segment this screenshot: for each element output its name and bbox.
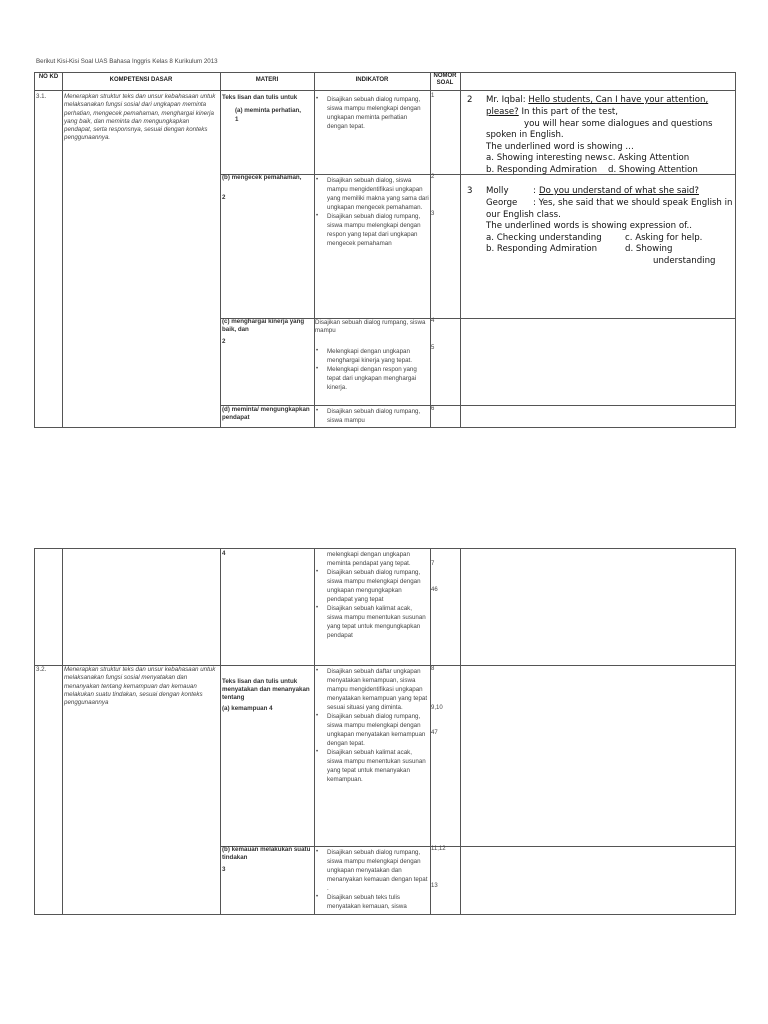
speaker-label: George	[486, 198, 518, 208]
question-text: In this part of the test,	[518, 107, 619, 117]
question-text: The underlined word is showing …	[486, 141, 634, 152]
question-text: spoken in English.	[486, 130, 564, 140]
indicator-list-2b	[316, 848, 429, 911]
option-d-continued: understanding	[653, 255, 716, 266]
header-indikator: INDIKATOR	[355, 77, 389, 83]
header-materi: MATERI	[255, 77, 279, 83]
indicator-item: • Disajikan sebuah kalimat acak, siswa mampu menentukan susunan yang tepat untuk mengungkapkan pendapat	[316, 604, 429, 640]
speaker-label: Molly	[486, 186, 509, 196]
materi-b-count: 3	[222, 866, 226, 873]
materi-d-count: 4	[222, 550, 226, 557]
kd-description: Menerapkan struktur teks dan unsur kebahasaan untuk melaksanakan fungsi sosial dari ungkapan meminta perhatian, mengecek pemahaman, menghargai kinerja yang baik, dan meminta dan mengungkapkan pendapat, serta responsnya, sesuai dengan konteks penggunaannya.	[64, 93, 216, 142]
header-nomor-soal: NOMOR SOAL	[433, 73, 457, 86]
indicator-item: • Disajikan sebuah dialog, siswa mampu mengidentifikasi ungkapan yang memiliki makna yang sama dari ungkapan mengecek pemahaman.	[316, 176, 429, 212]
question-number: 9,10	[431, 705, 443, 711]
question-3-number: 3	[467, 186, 473, 196]
question-number: 13	[431, 883, 438, 889]
materi-a: (a) meminta perhatian, 1	[235, 107, 302, 123]
question-2-number: 2	[467, 95, 473, 105]
materi-d: (d) meminta/ mengungkapkan pendapat	[222, 406, 310, 421]
option-a: a. Showing interesting news	[486, 153, 608, 163]
materi-b: (b) mengecek pemahaman,	[222, 174, 302, 181]
materi-b: (b) kemauan melakukan suatu tindakan	[222, 846, 311, 861]
header-no-kd: NO KD	[38, 74, 59, 80]
question-text: The underlined words is showing expression of..	[486, 221, 692, 231]
indicator-item: • Disajikan sebuah dialog rumpang, siswa mampu	[316, 407, 429, 425]
question-3	[467, 186, 733, 267]
indicator-list-d-2	[316, 568, 429, 640]
underlined-text: please?	[486, 107, 519, 117]
materi-c-count: 2	[222, 338, 226, 345]
option-c: c. Asking Attention	[608, 153, 690, 163]
indicator-item: • Disajikan sebuah kalimat acak, siswa mampu menentukan susunan yang tepat untuk menanyakan kemampuan.	[316, 748, 429, 784]
speaker-colon: :	[533, 186, 536, 196]
kd-description: Menerapkan struktur teks dan unsur kebahasaan untuk melaksanakan fungsi sosial menyatakan dan menanyakan tentang kemampuan dan kemauan melakukan suatu tindakan, sesuai dengan konteks penggunaannya	[64, 666, 216, 707]
indicator-item: • Disajikan sebuah daftar ungkapan menyatakan kemampuan, siswa mampu mengidentifikasi ungkapan menyatakan kemampuan yang tepat sesuai situasi yang diminta.	[316, 667, 429, 712]
question-number: 7	[431, 561, 435, 567]
question-number: 4	[431, 318, 435, 324]
question-number: 1	[431, 93, 435, 99]
question-number: 11,12	[431, 846, 446, 852]
indicator-item: • Melengkapi dengan ungkapan menghargai kinerja yang tepat.	[316, 347, 429, 365]
page-caption: Berikut Kisi-Kisi Soal UAS Bahasa Inggris Kelas 8 Kurikulum 2013	[36, 58, 218, 65]
kd-number: 3.1.	[36, 93, 47, 100]
question-text: you will hear some dialogues and questions	[524, 118, 713, 129]
indicator-item: • Disajikan sebuah dialog rumpang, siswa mampu melengkapi dengan ungkapan mengungkapkan pendapat yang tepat	[316, 568, 429, 604]
indicator-list-a	[316, 95, 429, 131]
materi-title: Teks lisan dan tulis untuk menyatakan dan menanyakan tentang	[222, 678, 310, 701]
question-text: : Yes, she said that we should speak English in	[533, 198, 733, 208]
header-kompetensi-dasar: KOMPETENSI DASAR	[109, 77, 173, 83]
option-d: d. Showing Attention	[608, 164, 698, 175]
indicator-d-continued: melengkapi dengan ungkapan meminta pendapat yang tepat.	[327, 551, 411, 567]
speaker-label: Mr. Iqbal:	[486, 95, 529, 105]
question-2	[467, 95, 733, 176]
indicator-list-c	[316, 347, 429, 392]
indicator-list-2a	[316, 667, 429, 784]
materi-title: Teks lisan dan tulis untuk	[222, 94, 298, 101]
indicator-item: • Melengkapi dengan respon yang tepat dari ungkapan menghargai kinerja.	[316, 365, 429, 392]
materi-b-count: 2	[222, 194, 226, 201]
option-b: b. Responding Admiration	[486, 164, 598, 175]
underlined-text: Do you understand of what she said?	[539, 186, 699, 196]
indicator-list-b	[316, 176, 429, 248]
option-a: a. Checking understanding	[486, 232, 602, 243]
grid-table-1	[34, 72, 736, 428]
option-d: d. Showing	[625, 244, 673, 254]
option-c: c. Asking for help.	[625, 232, 703, 243]
question-number: 3	[431, 211, 435, 217]
indicator-item: • Disajikan sebuah teks tulis menyatakan kemauan, siswa	[316, 893, 429, 911]
question-number: 8	[431, 666, 435, 672]
indicator-item: • Disajikan sebuah dialog rumpang, siswa mampu melengkapi dengan ungkapan menyatakan kemampuan dengan tepat.	[316, 712, 429, 748]
materi-c: (c) menghargai kinerja yang baik, dan	[222, 318, 305, 333]
indicator-c-intro: Disajikan sebuah dialog rumpang, siswa mampu	[315, 319, 426, 334]
indicator-item: • Disajikan sebuah dialog rumpang, siswa mampu melengkapi dengan ungkapan meminta perhatian dengan tepat.	[316, 95, 429, 131]
indicator-item: • Disajikan sebuah dialog rumpang, siswa mampu melengkapi dengan respon yang tepat dari ungkapan mengecek pemahaman	[316, 212, 429, 248]
question-text: our English class.	[486, 209, 561, 220]
grid-table-2	[34, 548, 736, 915]
indicator-list-d	[316, 407, 429, 425]
underlined-text: Hello students, Can I have your attention,	[528, 95, 709, 105]
question-number: 5	[431, 345, 435, 351]
question-number: 2	[431, 174, 435, 180]
kd-number: 3.2.	[36, 666, 47, 673]
question-number: 47	[431, 730, 438, 736]
question-number: 6	[431, 406, 435, 412]
indicator-item: • Disajikan sebuah dialog rumpang, siswa mampu melengkapi dengan ungkapan menyatakan dan menanyakan kemauan dengan tepat .	[316, 848, 429, 893]
materi-a: (a) kemampuan 4	[222, 705, 273, 712]
option-b: b. Responding Admiration	[486, 244, 598, 254]
question-number: 46	[431, 587, 438, 593]
